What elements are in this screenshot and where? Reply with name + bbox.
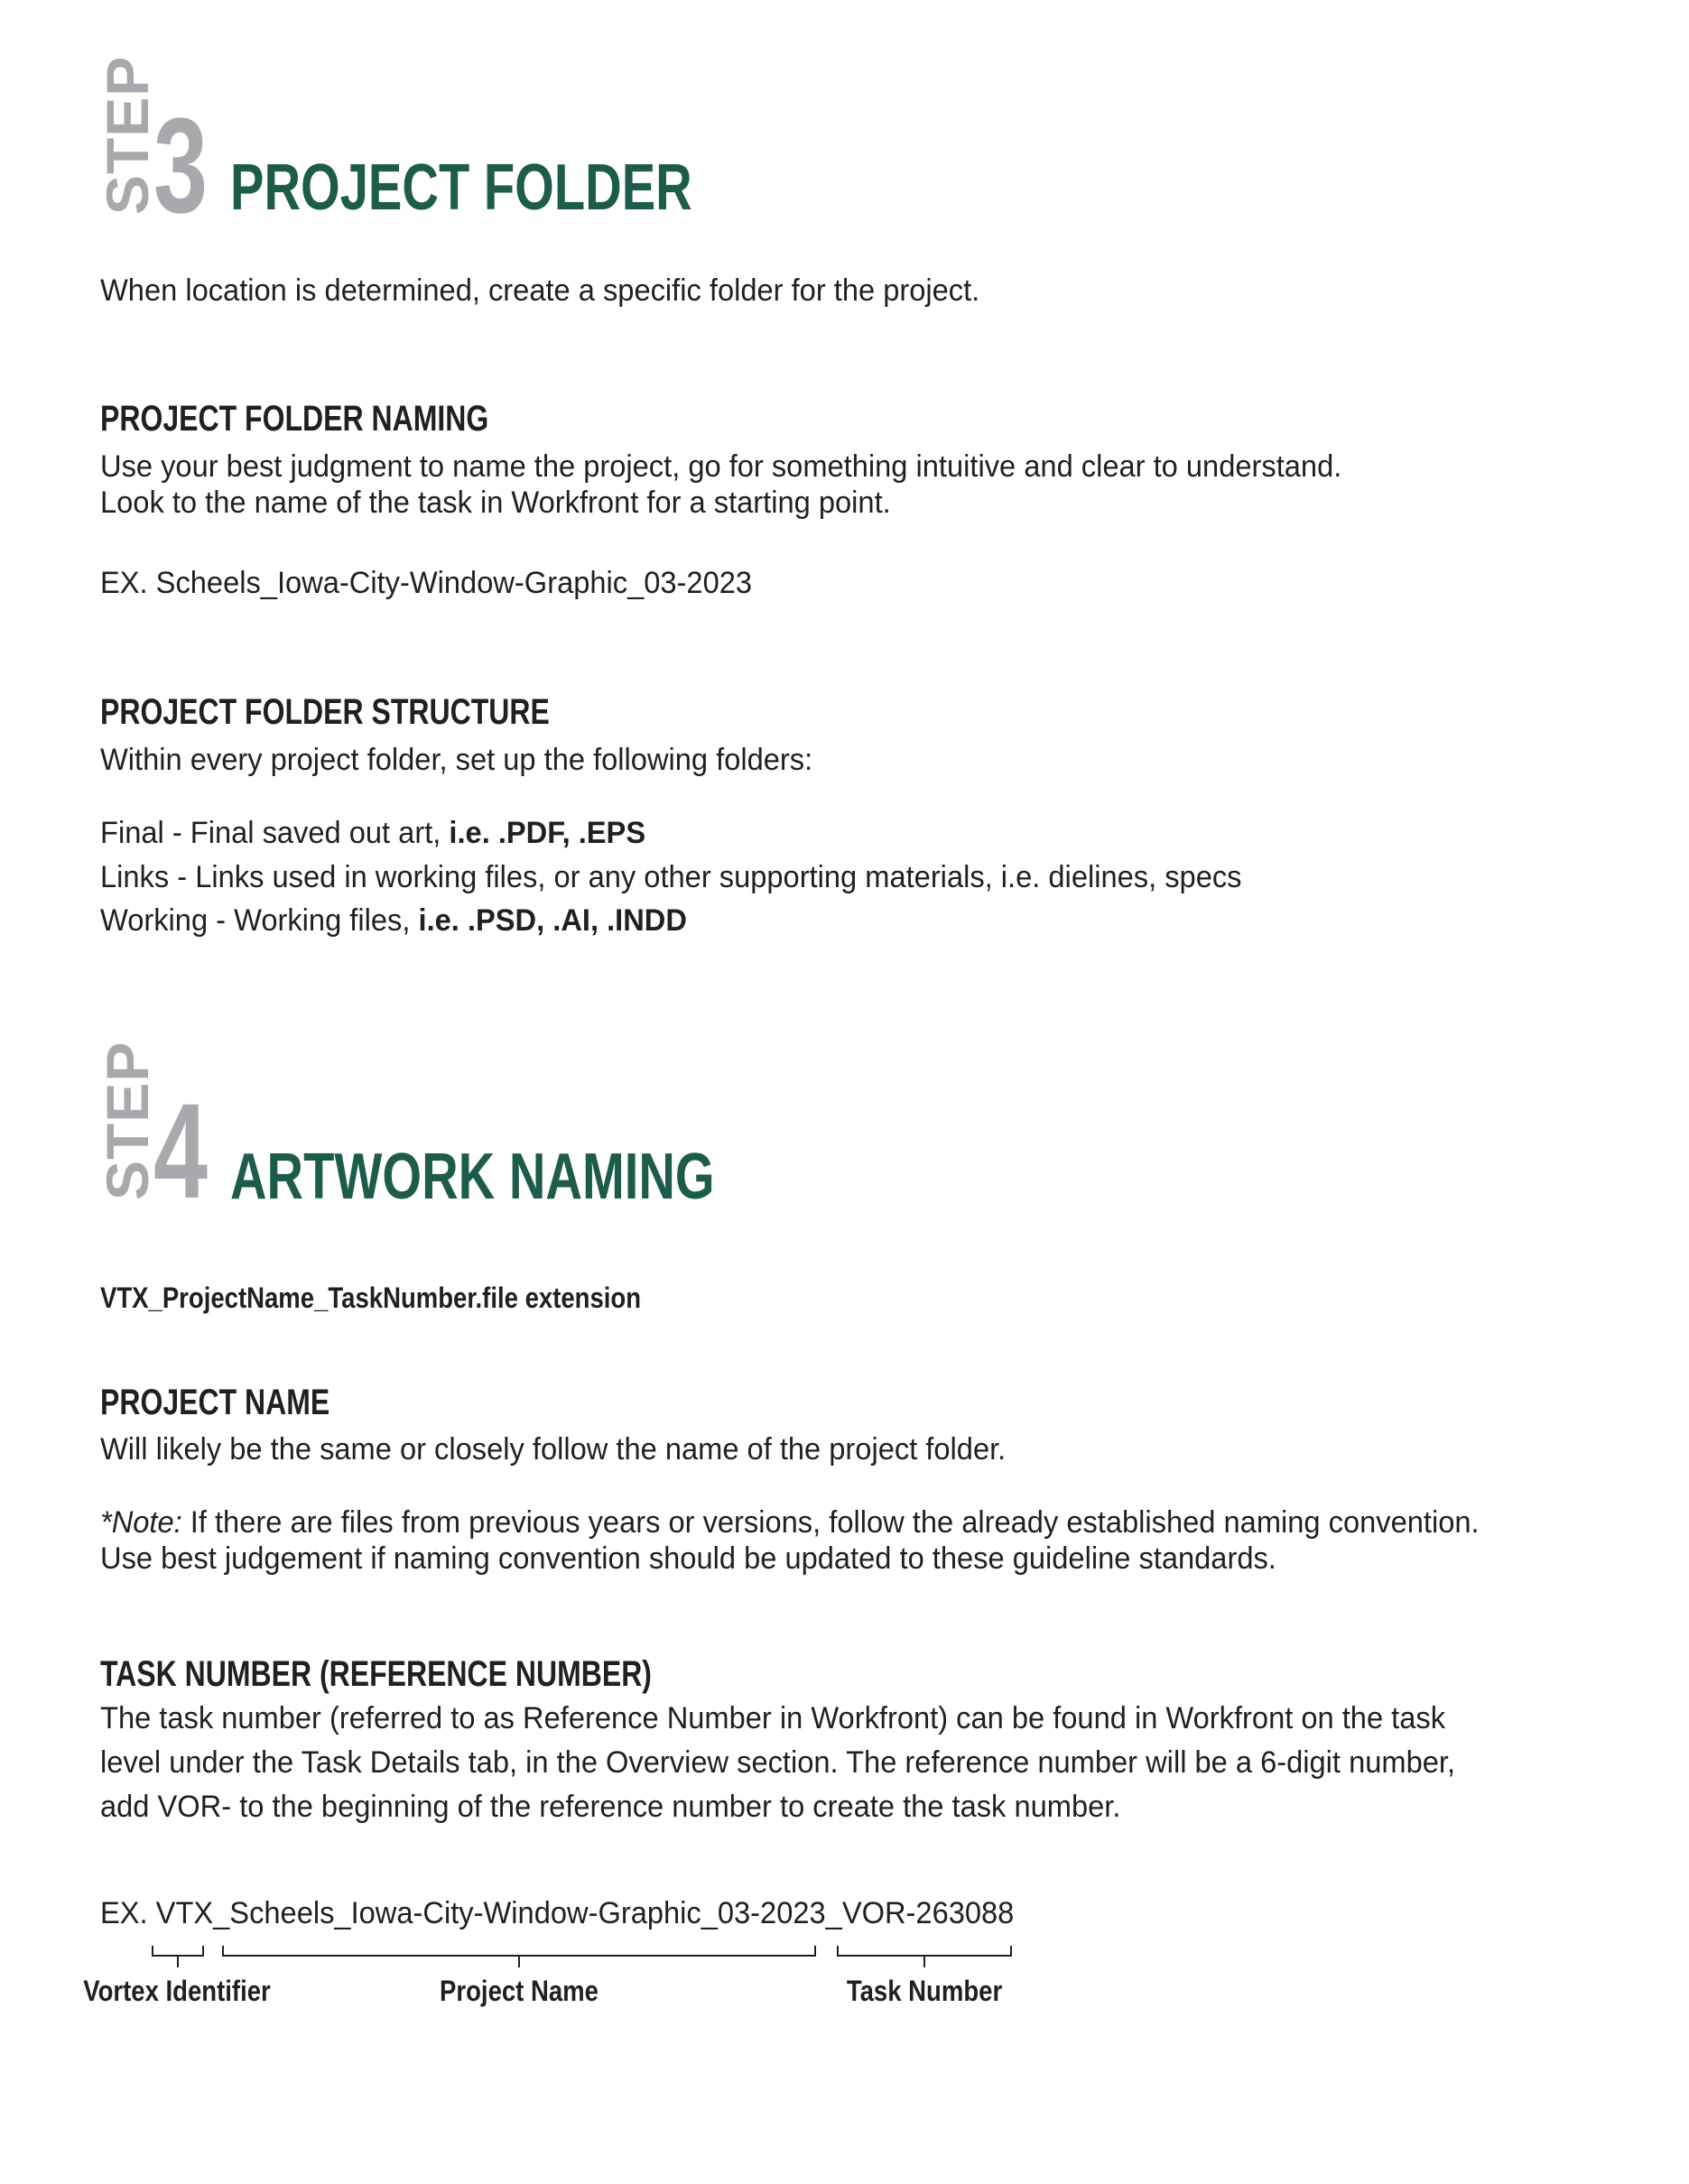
folder-item-final-text: Final - Final saved out art, <box>100 816 450 850</box>
task-number-line-1: The task number (referred to as Reference Number in Workfront) can be found in Workfront on the task <box>100 1701 1446 1735</box>
step4-step-word: STEP <box>94 1041 161 1200</box>
folder-item-final-bold: i.e. .PDF, .EPS <box>449 816 646 850</box>
project-folder-naming-line-2: Look to the name of the task in Workfront for a starting point. <box>100 486 891 520</box>
folder-item-final <box>100 815 645 851</box>
artwork-naming-pattern: VTX_ProjectName_TaskNumber.file extension <box>100 1282 642 1314</box>
project-folder-naming-heading: PROJECT FOLDER NAMING <box>100 399 489 439</box>
project-name-heading: PROJECT NAME <box>100 1383 330 1422</box>
step3-title: PROJECT FOLDER <box>230 152 692 224</box>
folder-item-links <box>100 859 1242 895</box>
note-label: *Note: <box>100 1505 182 1540</box>
project-name-note <box>100 1504 1480 1541</box>
folder-item-working-text: Working - Working files, <box>100 903 419 938</box>
step3-step-word: STEP <box>94 55 161 215</box>
project-folder-naming-example: EX. Scheels_Iowa-City-Window-Graphic_03-2023 <box>100 566 753 600</box>
step4-title: ARTWORK NAMING <box>230 1141 715 1213</box>
project-name-note-line-2: Use best judgement if naming convention should be updated to these guideline standards. <box>100 1541 1276 1576</box>
step4-number: 4 <box>153 1075 209 1226</box>
folder-item-working-bold: i.e. .PSD, .AI, .INDD <box>418 903 687 938</box>
vortex-identifier-label: Vortex Identifier <box>83 1975 271 2007</box>
project-folder-structure-heading: PROJECT FOLDER STRUCTURE <box>100 692 550 732</box>
step3-intro: When location is determined, create a specific folder for the project. <box>100 273 980 308</box>
artwork-naming-example: EX. VTX_Scheels_Iowa-City-Window-Graphic_03-2023_VOR-263088 <box>100 1896 1015 1930</box>
task-number-line-3: add VOR- to the beginning of the reference number to create the task number. <box>100 1790 1121 1824</box>
project-name-label: Project Name <box>440 1975 599 2007</box>
task-number-line-2: level under the Task Details tab, in the Overview section. The reference number will be a 6-digit number, <box>100 1745 1456 1780</box>
task-number-label: Task Number <box>846 1975 1003 2007</box>
task-number-heading: TASK NUMBER (REFERENCE NUMBER) <box>100 1654 652 1694</box>
note-text: If there are files from previous years or versions, follow the already established naming convention. <box>181 1505 1480 1540</box>
folder-item-working <box>100 902 687 939</box>
project-name-text: Will likely be the same or closely follow the name of the project folder. <box>100 1432 1007 1467</box>
project-folder-structure-intro: Within every project folder, set up the following folders: <box>100 743 813 777</box>
step3-number: 3 <box>153 89 209 241</box>
folder-item-links-text: Links - Links used in working files, or any other supporting materials, i.e. dielines, specs <box>100 860 1242 894</box>
project-folder-naming-line-1: Use your best judgment to name the project, go for something intuitive and clear to understand. <box>100 449 1342 484</box>
